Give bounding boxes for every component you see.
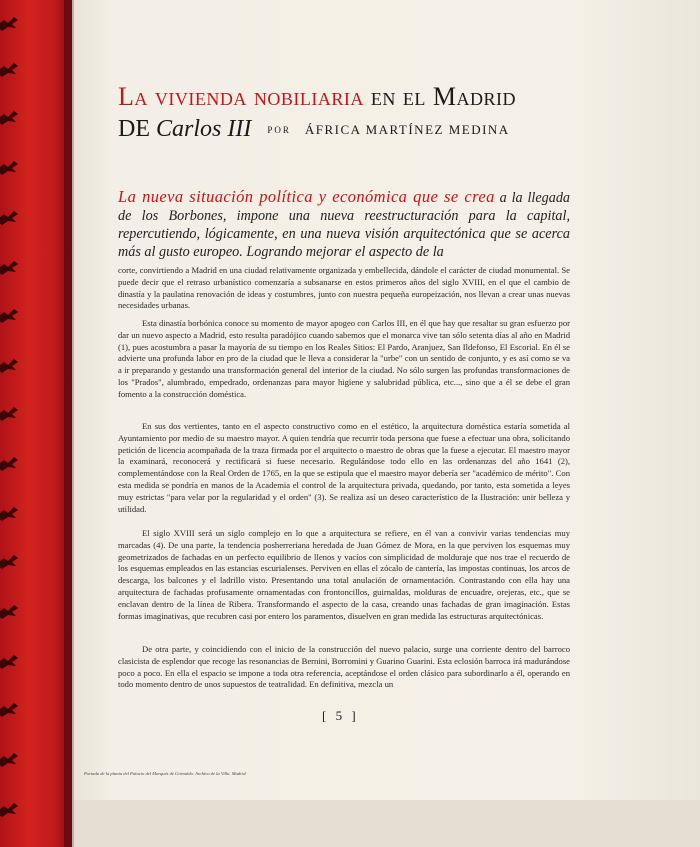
byline-por: POR xyxy=(267,125,291,136)
page-bottom-edge xyxy=(74,800,700,847)
paragraph-text: Esta dinastía borbónica conoce su momento de mayor apogeo con Carlos III, en él que hay que resaltar su gran esfuerzo por dar un nuevo aspecto a Madrid, esto resulta paradójico cuando sabemos que el monarca vive tan sólo setenta días al año en Madrid (1), pues acostumbra a pasar la mayoría de su tiempo en los Reales Sitios: El Pardo, Aranjuez, San Ildefonso, El Escorial. En él se advierte una profunda labor en pro de la ciudad que le lleva a considerar la "urbe" con un sentido de conjunto, y es así como se va a ir preparando y gestando una transformación general del interior de la ciudad. No sólo surgen las profundas transformaciones de los "Prados", alumbrado, empedrado, ordenanzas para mayor higiene y salubridad pública, etc..., sino que a él se debe el gran fomento a la construcción doméstica. xyxy=(118,318,570,399)
eagle-emblem-icon xyxy=(0,108,20,128)
subtitle-prefix: DE xyxy=(118,116,150,142)
eagle-emblem-icon xyxy=(0,306,20,326)
lead-text: a la llegada de los Borbones, impone una nueva reestructuración para la capital, repercutiendo, lógicamente, en una nueva visión arquitectónica que se acerca más al gusto europeo. Logrando mejorar el aspecto de la xyxy=(118,190,571,260)
eagle-emblem-icon xyxy=(0,750,20,770)
eagle-emblem-icon xyxy=(0,552,20,572)
body-paragraph-2 xyxy=(118,318,570,401)
body-paragraph-1 xyxy=(118,265,570,312)
eagle-emblem-icon xyxy=(0,700,20,720)
paragraph-text: En sus dos vertientes, tanto en el aspecto constructivo como en el estético, la arquitectura doméstica estaría sometida al Ayuntamiento por medio de su maestro mayor. A quien tendría que recurrir toda persona que fuese a efectuar una obra, solicitando petición de licencia acompañada de la traza firmada por el arquitecto o maestro de obras que la fuese a ejecutar. El maestro mayor la examinará, reconocerá y rectificará si fuese necesario. Regulándose todo ello en las ordenanzas del año 1641 (2), complementándose con la Real Orden de 1765, en la que se estipula que el maestro mayor debería ser "académico de mérito". Con esta medida se pondría en manos de la Academia el control de la arquitectura privada, quedando, por tanto, esta sometida a leyes muy estrictas "para velar por la regularidad y el orden" (3). Se realiza así un deseo característico de la Ilustración: unir belleza y utilidad. xyxy=(118,421,570,514)
eagle-emblem-icon xyxy=(0,258,20,278)
image-caption: Portada de la planta del Palacio del Marqués de Grimaldo. Archivo de la Villa. Madrid. xyxy=(84,771,247,776)
eagle-emblem-icon xyxy=(0,602,20,622)
eagle-emblem-icon xyxy=(0,504,20,524)
eagle-emblem-icon xyxy=(0,158,20,178)
eagle-emblem-icon xyxy=(0,800,20,820)
body-paragraph-5 xyxy=(118,644,570,691)
title-black-part: en el Madrid xyxy=(370,82,516,111)
title-red-part: La vivienda nobiliaria xyxy=(118,82,364,111)
paragraph-text: De otra parte, y coincidiendo con el inicio de la construcción del nuevo palacio, surge una corriente dentro del barroco clasicista de esplendor que recoge las resonancias de Bernini, Borromini y Guarino Guarini. Esta eclosión barroca irá madurándose poco a poco. En ella el espacio se impone a toda otra referencia, aceptándose el orden clásico para subordinarlo a él, operando en todo momento dentro de unos supuestos de teatralidad. En definitiva, mezcla un xyxy=(118,644,570,690)
paragraph-text: corte, convirtiendo a Madrid en una ciudad relativamente organizada y embellecida, dándole el carácter de ciudad monumental. Se puede decir que el retraso urbanístico comenzaría a subsanarse en estos primeros años del siglo XVIII, en el que el cambio de dinastía y la paulatina renovación de ideas y costumbres, junto con nuestra pequeña europeización, nos llevan a crear unas nuevas necesidades urbanas. xyxy=(118,265,570,311)
page-number: [ 5 ] xyxy=(322,708,359,723)
body-paragraph-4 xyxy=(118,528,570,622)
lead-paragraph xyxy=(118,188,570,261)
article-subtitle xyxy=(118,116,510,143)
eagle-emblem-icon xyxy=(0,652,20,672)
author-name: ÁFRICA MARTÍNEZ MEDINA xyxy=(304,122,510,138)
article-title xyxy=(118,82,578,112)
eagle-emblem-icon xyxy=(0,356,20,376)
eagle-emblem-icon xyxy=(0,404,20,424)
lead-red-text: La nueva situación política y económica que se crea xyxy=(118,187,495,206)
eagle-emblem-icon xyxy=(0,14,20,34)
eagle-emblem-icon xyxy=(0,454,20,474)
paragraph-text: El siglo XVIII será un siglo complejo en lo que a arquitectura se refiere, en él van a convivir varias tendencias muy marcadas (4). De una parte, la tendencia posherreriana heredada de Juan Gómez de Mora, en la que perviven los esquemas muy geometrizados de fachadas en un perfecto equilibrio de llenos y vacíos con simplicidad de molduraje que nos trae el recuerdo de los esquemas empleados en las estancias escurialenses. Perviven en ellas el zócalo de cantería, las impostas continuas, los arcos de descarga, los balcones y el ladrillo visto. Presentando una total anulación de ornamentación. Contrastando con ella hay una arquitectura de fachadas profusamente ornamentadas con frontoncillos, guirnaldas, molduras de encuadre, orejeras, etc., que se enclavan dentro de la línea de Ribera. Transformando el aspecto de la casa, creando unas fachadas de gran imaginación. Estas formas imaginativas, que recubren casi por entero los paramentos, disuelven en gran medida las estructuras arquitectónicas. xyxy=(118,528,570,621)
eagle-emblem-icon xyxy=(0,60,20,80)
eagle-emblem-icon xyxy=(0,208,20,228)
body-paragraph-3 xyxy=(118,421,570,515)
subtitle-king: Carlos III xyxy=(156,116,252,142)
red-endpaper xyxy=(0,0,72,847)
